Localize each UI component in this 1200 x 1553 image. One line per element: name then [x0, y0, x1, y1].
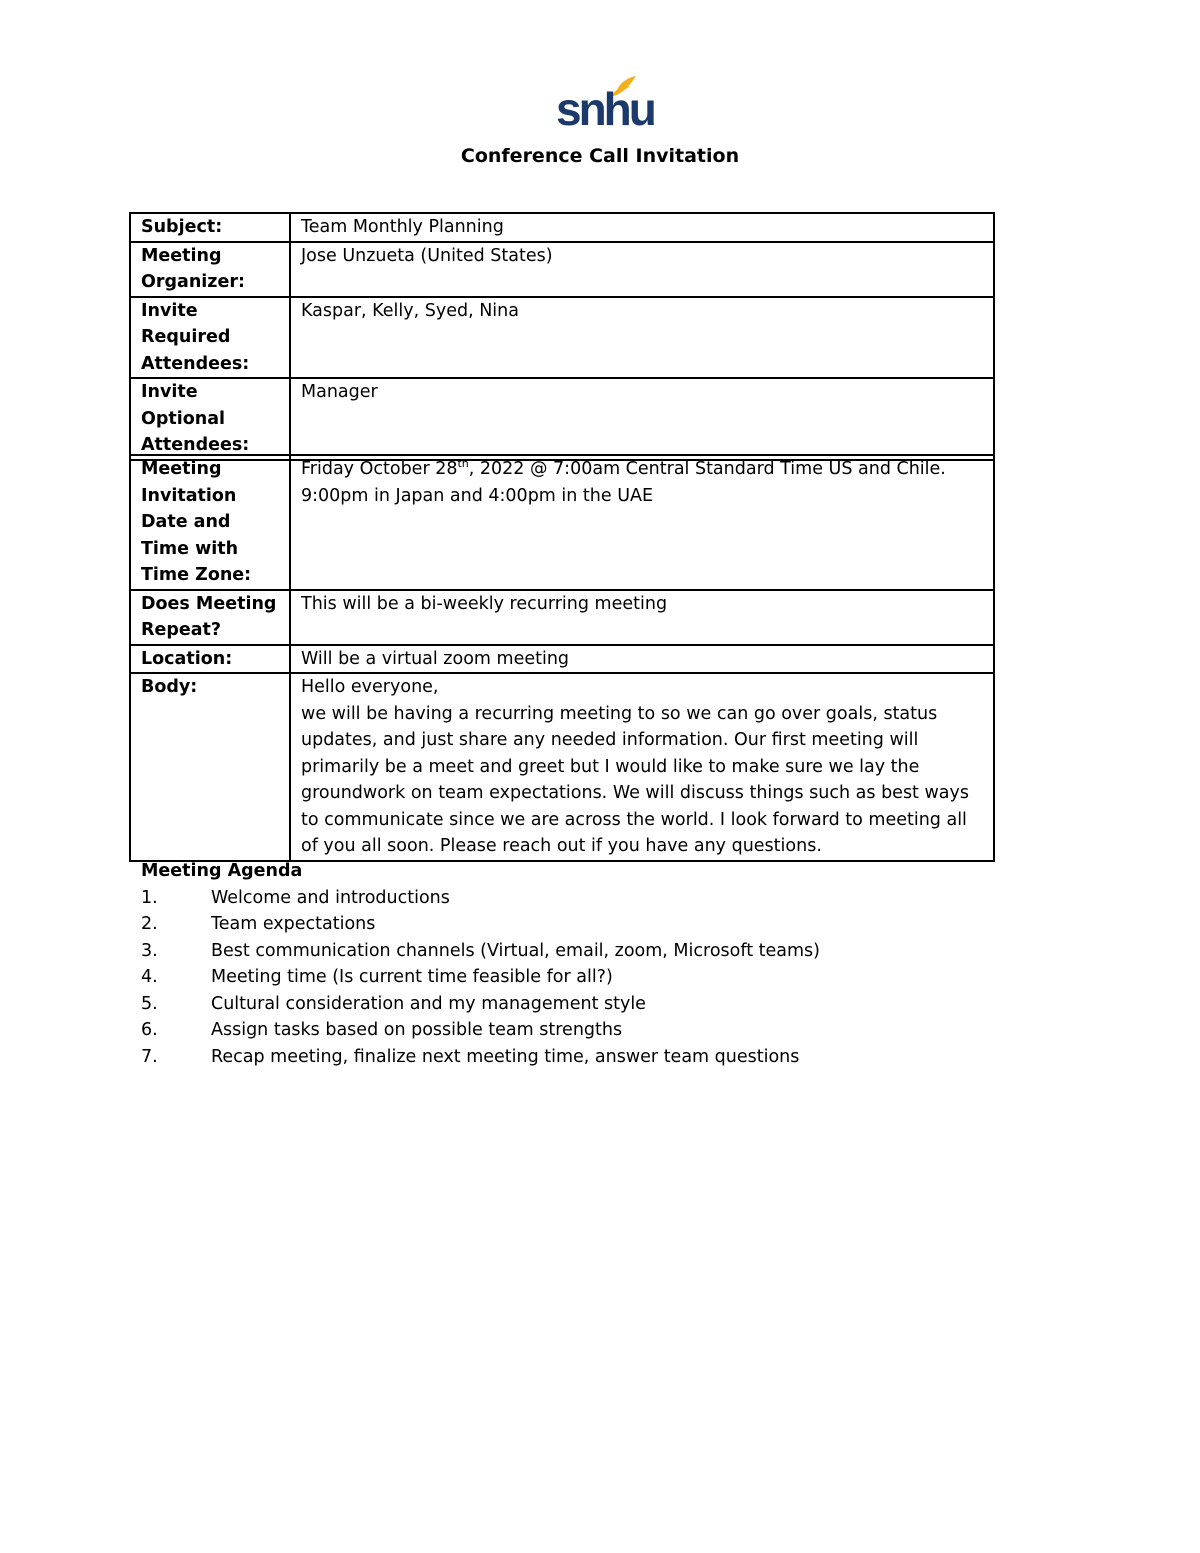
required-attendees-label: Invite Required Attendees:: [130, 297, 290, 379]
organizer-value: Jose Unzueta (United States): [290, 242, 994, 297]
item-text: Cultural consideration and my management style: [211, 993, 646, 1014]
table-row: [130, 645, 994, 674]
list-item: [141, 885, 1041, 912]
list-item: [141, 938, 1041, 965]
document-title: Conference Call Invitation: [460, 145, 740, 167]
location-label: Location:: [130, 645, 290, 674]
organizer-label: Meeting Organizer:: [130, 242, 290, 297]
logo-text: snhu: [556, 83, 654, 135]
repeat-label: Does Meeting Repeat?: [130, 590, 290, 645]
subject-label: Subject:: [130, 213, 290, 242]
datetime-value: [290, 455, 994, 590]
item-text: Welcome and introductions: [211, 887, 450, 908]
item-number: 4.: [141, 967, 158, 987]
required-attendees-value: Kaspar, Kelly, Syed, Nina: [290, 297, 994, 379]
item-number: 5.: [141, 993, 158, 1014]
table-row: [130, 378, 994, 460]
item-number: 6.: [141, 1020, 158, 1040]
datetime-line-1: [301, 456, 983, 483]
agenda-title: Meeting Agenda: [141, 861, 303, 881]
meeting-agenda: [141, 858, 1041, 1070]
body-label: Body:: [130, 673, 290, 861]
item-text: Meeting time (Is current time feasible for all?): [211, 967, 613, 987]
optional-attendees-value: Manager: [290, 378, 994, 460]
meeting-info-table: [129, 454, 995, 862]
list-item: [141, 964, 1041, 991]
body-text: we will be having a recurring meeting to so we can go over goals, status updates, and just share any needed information. Our first meeting will primarily be a meet and greet but I would like to make sure we lay the groundwork on team expectations. We will discuss things such as best ways to communicate since we are across the world. I look forward to meeting all of you all soon. Please reach out if you have any questions.: [301, 703, 969, 856]
list-item: [141, 1017, 1041, 1044]
item-text: Team expectations: [211, 914, 376, 934]
table-row: [130, 297, 994, 379]
date-ordinal: th: [457, 457, 469, 470]
repeat-value: This will be a bi-weekly recurring meeting: [290, 590, 994, 645]
body-value: [290, 673, 994, 861]
body-greeting: Hello everyone,: [301, 677, 439, 697]
table-row: [130, 213, 994, 242]
table-row: [130, 242, 994, 297]
datetime-time: , 2022 @ 7:00am Central Standard Time US and Chile.: [468, 459, 946, 479]
table-row: [130, 673, 994, 861]
meeting-details-table: [129, 212, 995, 461]
item-number: 1.: [141, 887, 158, 908]
datetime-line-2: 9:00pm in Japan and 4:00pm in the UAE: [301, 485, 654, 506]
location-value: Will be a virtual zoom meeting: [290, 645, 994, 674]
item-number: 3.: [141, 940, 158, 961]
item-number: 7.: [141, 1046, 158, 1067]
item-number: 2.: [141, 914, 158, 934]
item-text: Recap meeting, finalize next meeting time, answer team questions: [211, 1046, 800, 1067]
item-text: Assign tasks based on possible team strengths: [211, 1020, 623, 1040]
optional-attendees-label: Invite Optional Attendees:: [130, 378, 290, 460]
subject-value: Team Monthly Planning: [290, 213, 994, 242]
table-row: [130, 590, 994, 645]
list-item: [141, 911, 1041, 938]
datetime-label: Meeting Invitation Date and Time with Time Zone:: [130, 455, 290, 590]
agenda-list: [141, 885, 1041, 1071]
datetime-date: Friday October 28: [301, 459, 458, 479]
snhu-logo: [552, 72, 654, 135]
list-item: [141, 991, 1041, 1018]
list-item: [141, 1044, 1041, 1071]
item-text: Best communication channels (Virtual, email, zoom, Microsoft teams): [211, 940, 820, 961]
table-row: [130, 455, 994, 590]
